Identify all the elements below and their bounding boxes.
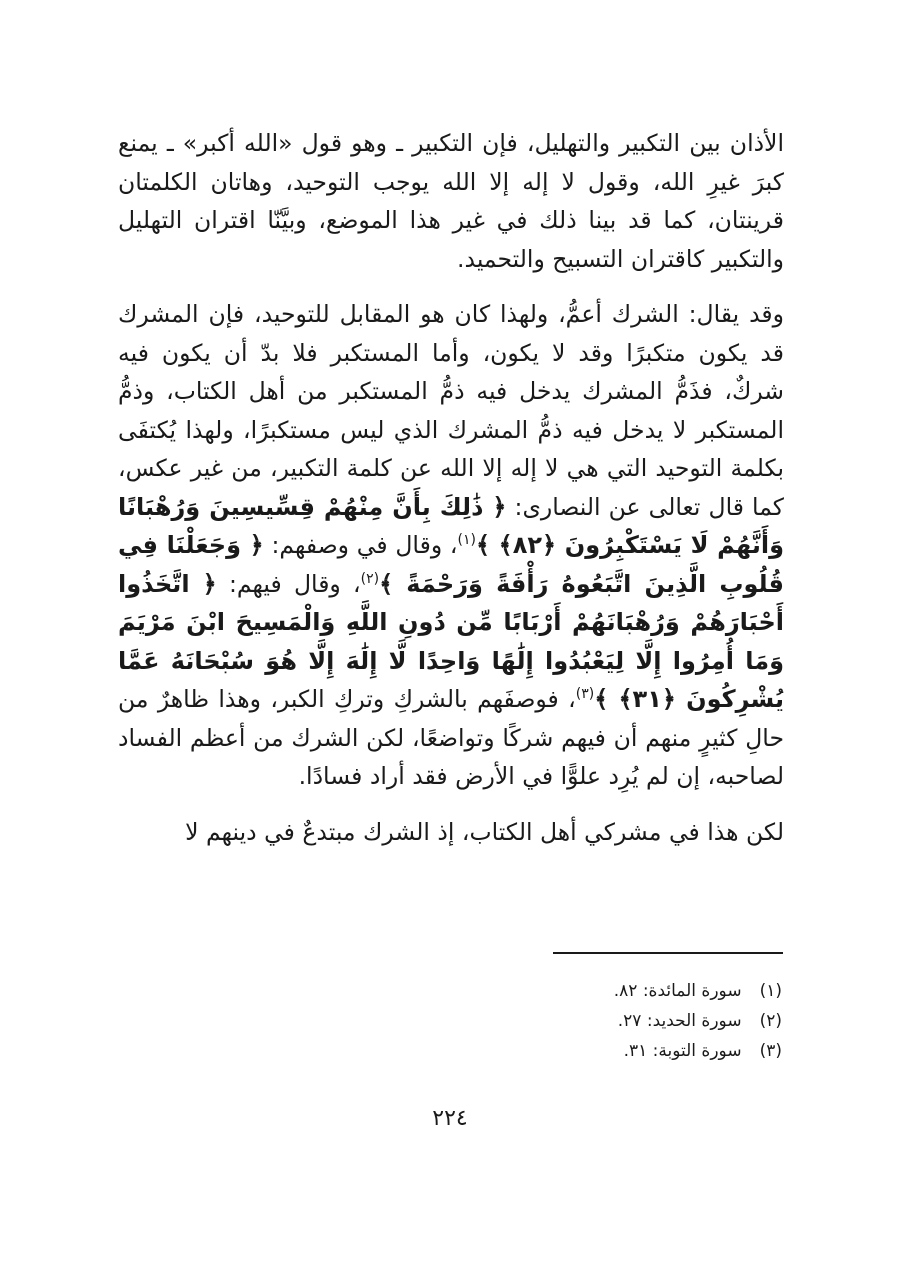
- paragraph: [118, 813, 784, 852]
- footnote: [382, 1036, 782, 1066]
- text-segment: الأذان بين التكبير والتهليل، فإن التكبير ـ وهو قول «الله أكبر» ـ يمنع كبرَ غيرِ الله، وقول لا إله إلا الله يوجب التوحيد، وهاتان الكلمتان قرينتان، كما قد بينا ذلك في غير هذا الموضع، وبيَّنّا اقتران التهليل والتكبير كاقتران التسبيح والتحميد.: [118, 129, 784, 273]
- paragraph: [118, 295, 784, 796]
- text-segment: وقد يقال: الشرك أعمُّ، ولهذا كان هو المقابل للتوحيد، فإن المشرك قد يكون متكبرًا وقد لا يكون، وأما المستكبر فلا بدّ أن يكون فيه شركٌ، فذَمُّ المشرك يدخل فيه ذمُّ المستكبر من أهل الكتاب، وذمُّ المستكبر لا يدخل فيه ذمُّ المشرك الذي ليس مستكبرًا، ولهذا يُكتفَى بكلمة التوحيد التي هي لا إله إلا الله عن كلمة التكبير، من غير عكس، كما قال تعالى عن النصارى:: [118, 300, 784, 521]
- footnote-text: سورة الحديد: ٢٧.: [617, 1011, 742, 1031]
- quran-verse: ﴿ وَجَعَلْنَا فِي قُلُوبِ الَّذِينَ اتَّبَعُوهُ رَأْفَةً وَرَحْمَةً ﴾: [118, 531, 785, 598]
- footnote-number: (٢): [759, 1011, 782, 1031]
- footnote-ref: (٢): [360, 570, 380, 587]
- main-text: [118, 124, 784, 851]
- page-number: ٢٢٤: [432, 1106, 468, 1131]
- quran-verse: ﴿ اتَّخَذُوا أَحْبَارَهُمْ وَرُهْبَانَهُمْ أَرْبَابًا مِّن دُونِ اللَّهِ وَالْمَسِيحَ ابْنَ مَرْيَمَ وَمَا أُمِرُوا إِلَّا لِيَعْبُدُوا إِلَٰهًا وَاحِدًا لَّا إِلَٰهَ إِلَّا هُوَ سُبْحَانَهُ عَمَّا يُشْرِكُونَ ﴿٣١﴾ ﴾: [118, 569, 784, 713]
- footnote-ref: (١): [457, 532, 476, 549]
- text-segment: ، فوصفَهم بالشركِ وتركِ الكبر، وهذا ظاهرٌ من حالِ كثيرٍ منهم أن فيهم شركًا وتواضعًا، لكن الشرك من أعظم الفساد لصاحبه، إن لم يُرِد علوًّا في الأرض فقد أراد فسادًا.: [118, 685, 784, 790]
- quran-verse: ﴿ ذَٰلِكَ بِأَنَّ مِنْهُمْ قِسِّيسِينَ وَرُهْبَانًا وَأَنَّهُمْ لَا يَسْتَكْبِرُونَ ﴿٨٢﴾ ﴾: [118, 492, 785, 559]
- footnote-ref: (٣): [575, 686, 595, 703]
- text-segment: ، وقال فيهم:: [216, 569, 361, 598]
- text-segment: ، وقال في وصفهم:: [263, 531, 458, 559]
- footnote-text: سورة التوبة: ٣١.: [623, 1041, 742, 1061]
- paragraph: [118, 124, 784, 278]
- footnote-number: (٣): [759, 1041, 782, 1061]
- footnote-divider: [553, 952, 783, 954]
- footnotes: [382, 976, 782, 1066]
- footnote: [382, 976, 782, 1006]
- footnote-text: سورة المائدة: ٨٢.: [613, 981, 742, 1001]
- footnote-number: (١): [759, 981, 782, 1001]
- text-segment: لكن هذا في مشركي أهل الكتاب، إذ الشرك مبتدعٌ في دينهم لا: [185, 817, 784, 846]
- footnote: [382, 1006, 782, 1036]
